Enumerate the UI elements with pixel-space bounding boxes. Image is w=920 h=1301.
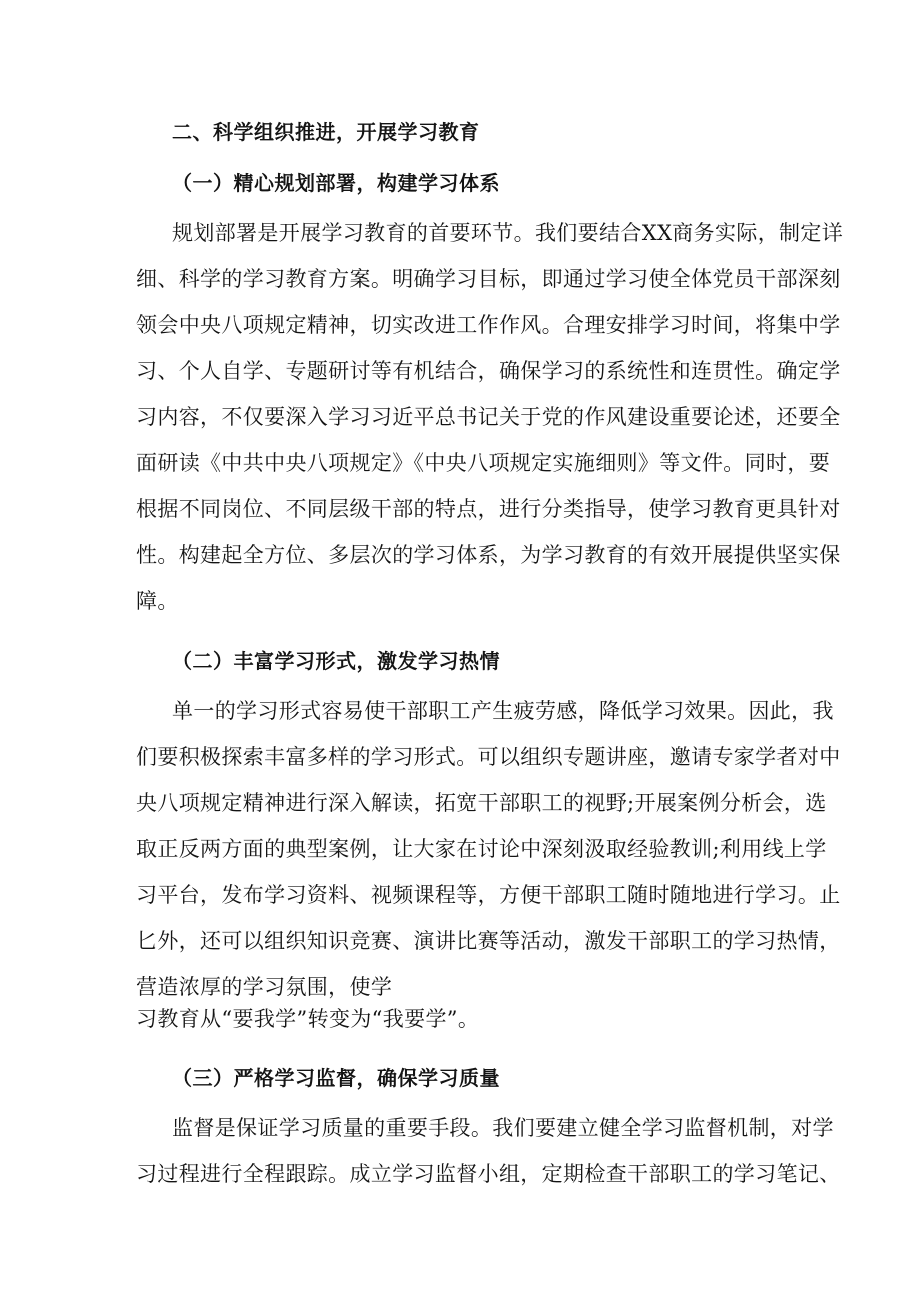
paragraph-line: 单一的学习形式容易使干部职工产生疲劳感，降低学习效果。因此，我 — [172, 699, 834, 723]
subsection-heading-3: （三）严格学习监督，确保学习质量 — [172, 1066, 500, 1090]
subsection-heading-1: （一）精心规划部署，构建学习体系 — [172, 171, 500, 195]
paragraph-line: 性。构建起全方位、多层次的学习体系，为学习教育的有效开展提供坚实保 — [136, 543, 841, 567]
paragraph-line: 根据不同岗位、不同层级干部的特点，进行分类指导，使学习教育更具针对 — [136, 497, 841, 521]
paragraph-line: 们要积极探索丰富多样的学习形式。可以组织专题讲座，邀请专家学者对中 — [136, 745, 841, 769]
paragraph-line: 习内容，不仅要深入学习习近平总书记关于党的作风建设重要论述，还要全 — [136, 405, 841, 429]
paragraph-line: 面研读《中共中央八项规定》《中央八项规定实施细则》等文件。同时，要 — [136, 451, 831, 475]
paragraph-line: 监督是保证学习质量的重要手段。我们要建立健全学习监督机制，对学 — [172, 1116, 834, 1140]
paragraph-line: 规划部署是开展学习教育的首要环节。我们要结合XX商务实际，制定详 — [172, 221, 844, 245]
paragraph-line: 取正反两方面的典型案例，让大家在讨论中深刻汲取经验教训;利用线上学 — [136, 837, 827, 861]
paragraph-line: 领会中央八项规定精神，切实改进工作作风。合理安排学习时间，将集中学 — [136, 313, 841, 337]
paragraph-line: 习平台，发布学习资料、视频课程等，方便干部职工随时随地进行学习。止 — [136, 883, 841, 907]
paragraph-line: 细、科学的学习教育方案。明确学习目标，即通过学习使全体党员干部深刻 — [136, 267, 841, 291]
paragraph-line: 习过程进行全程跟踪。成立学习监督小组，定期检查干部职工的学习笔记、 — [136, 1162, 841, 1186]
paragraph-line: 央八项规定精神进行深入解读，拓宽干部职工的视野;开展案例分析会，选 — [136, 791, 827, 815]
paragraph-line: 障。 — [136, 589, 179, 613]
subsection-heading-2: （二）丰富学习形式，激发学习热情 — [172, 649, 500, 673]
paragraph-line: 习教育从“要我学”转变为“我要学”。 — [136, 1007, 480, 1031]
paragraph-line: 习、个人自学、专题研讨等有机结合，确保学习的系统性和连贯性。确定学 — [136, 359, 841, 383]
paragraph-line: 营造浓厚的学习氛围，使学 — [136, 975, 393, 999]
paragraph-line: 匕外，还可以组织知识竞赛、演讲比赛等活动，激发干部职工的学习热情， — [136, 929, 841, 953]
section-heading: 二、科学组织推进，开展学习教育 — [172, 120, 480, 144]
